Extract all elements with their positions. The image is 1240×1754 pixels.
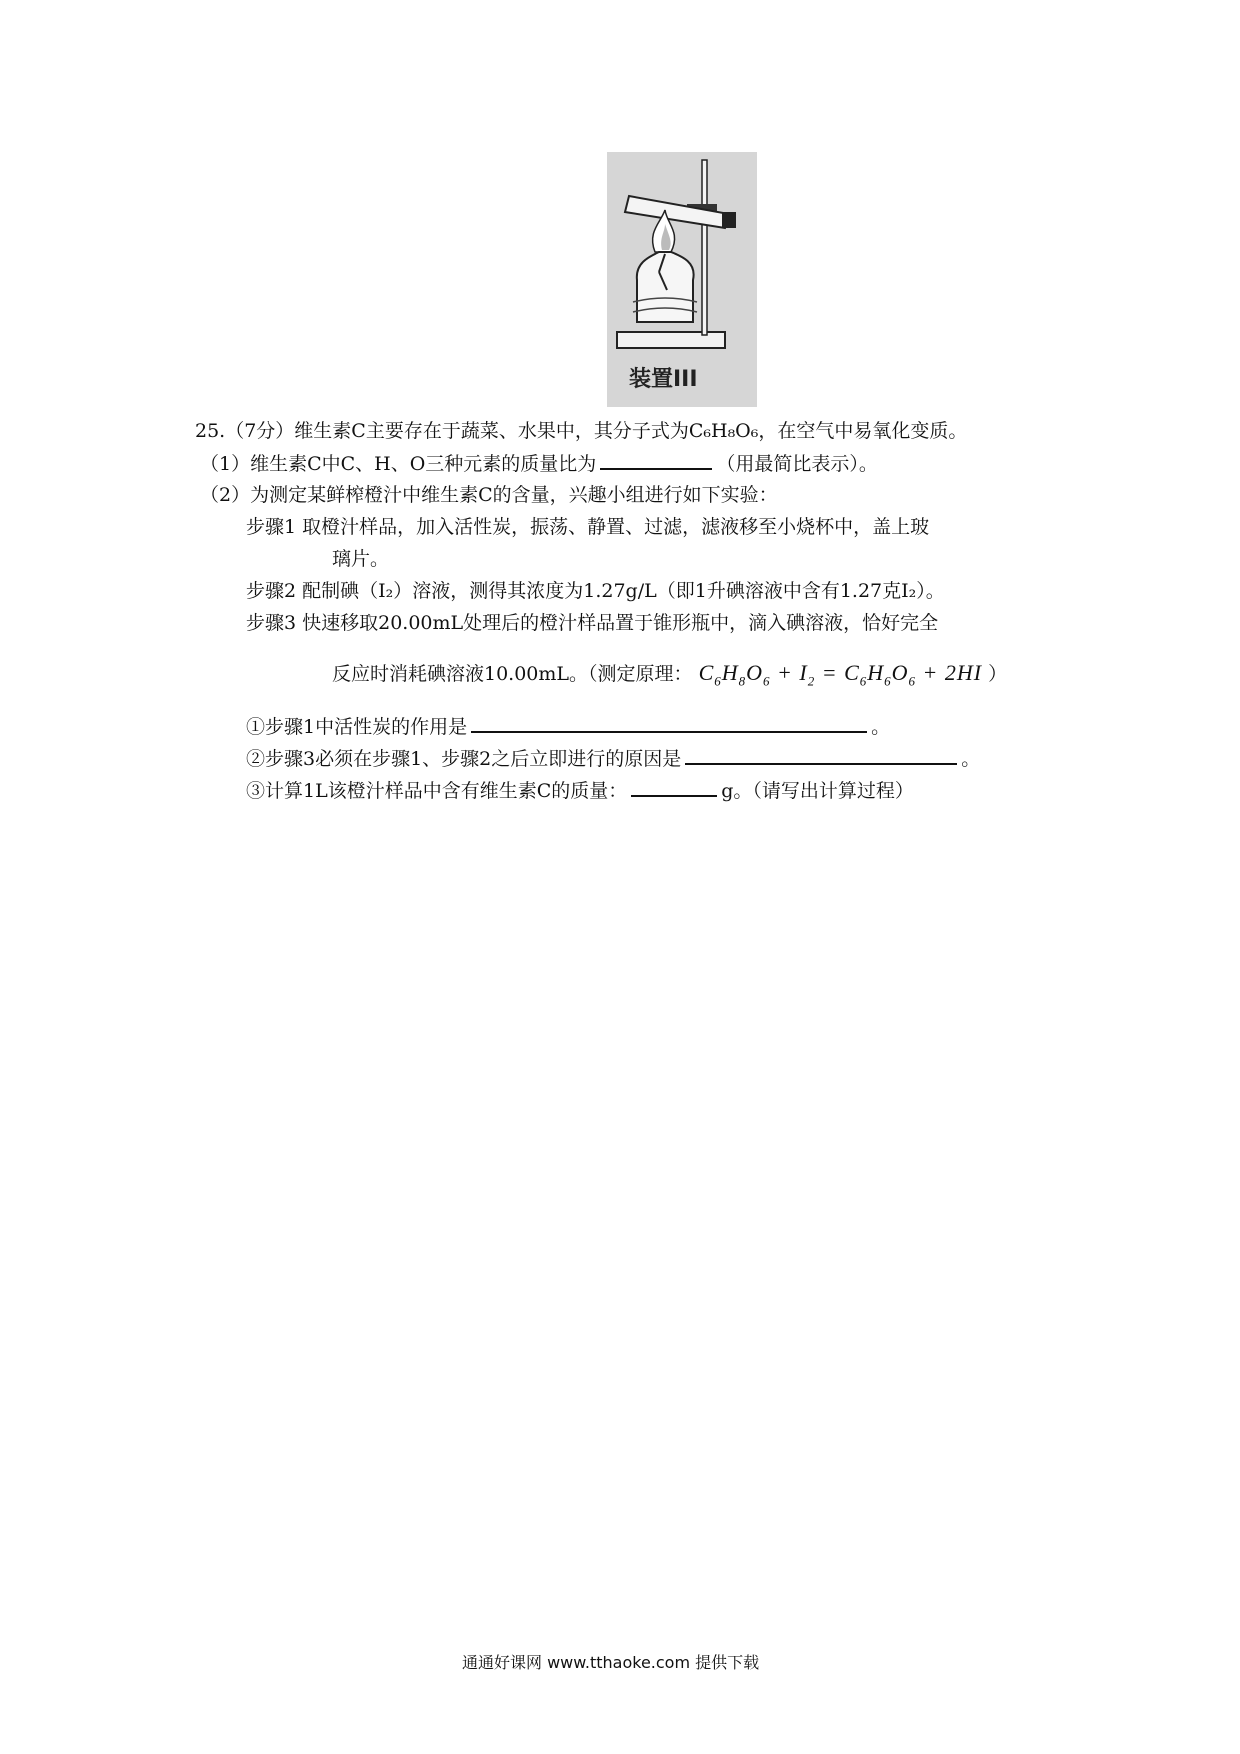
subquestion-1 <box>246 712 890 740</box>
subquestion-2-end: 。 <box>961 748 981 770</box>
step3-line1: 步骤3 快速移取20.00mL处理后的橙汁样品置于锥形瓶中，滴入碘溶液，恰好完全 <box>246 612 939 634</box>
step3-line2 <box>332 660 1007 694</box>
step1-line2: 璃片。 <box>332 548 390 570</box>
subquestion-3-end: g。（请写出计算过程） <box>721 780 914 802</box>
part1-line <box>200 449 878 477</box>
answer-blank-q2[interactable] <box>685 744 957 765</box>
apparatus-figure <box>607 152 757 407</box>
question-header: 25.（7分）维生素C主要存在于蔬菜、水果中，其分子式为C₆H₈O₆，在空气中易氧化变质。 <box>195 420 968 442</box>
step3-text-end: ） <box>988 663 1008 685</box>
page-footer: 通通好课网 www.tthaoke.com 提供下载 <box>462 1653 760 1672</box>
subquestion-1-text: ①步骤1中活性炭的作用是 <box>246 716 468 738</box>
part1-text: （1）维生素C中C、H、O三种元素的质量比为 <box>200 453 597 475</box>
answer-blank-q3[interactable] <box>631 776 717 797</box>
subquestion-3-text: ③计算1L该橙汁样品中含有维生素C的质量： <box>246 780 628 802</box>
answer-blank-q1[interactable] <box>471 712 867 733</box>
step2-line: 步骤2 配制碘（I₂）溶液，测得其浓度为1.27g/L（即1升碘溶液中含有1.27克I₂）。 <box>246 580 945 602</box>
reaction-equation: $C_6H_8O_6 + I_2 = C_6H_6O_6 + 2HI$ <box>698 660 983 689</box>
subquestion-2-text: ②步骤3必须在步骤1、步骤2之后立即进行的原因是 <box>246 748 682 770</box>
answer-blank-1[interactable] <box>600 449 712 470</box>
part1-text-end: （用最简比表示）。 <box>716 453 878 475</box>
subquestion-2 <box>246 744 980 772</box>
subquestion-3 <box>246 776 914 804</box>
figure-caption: 装置III <box>629 367 698 392</box>
part2-intro: （2）为测定某鲜榨橙汁中维生素C的含量，兴趣小组进行如下实验： <box>200 484 778 506</box>
subquestion-1-end: 。 <box>871 716 891 738</box>
step3-text: 反应时消耗碘溶液10.00mL。（测定原理： <box>332 663 693 685</box>
step1-line1: 步骤1 取橙汁样品，加入活性炭，振荡、静置、过滤，滤液移至小烧杯中，盖上玻 <box>246 516 930 538</box>
